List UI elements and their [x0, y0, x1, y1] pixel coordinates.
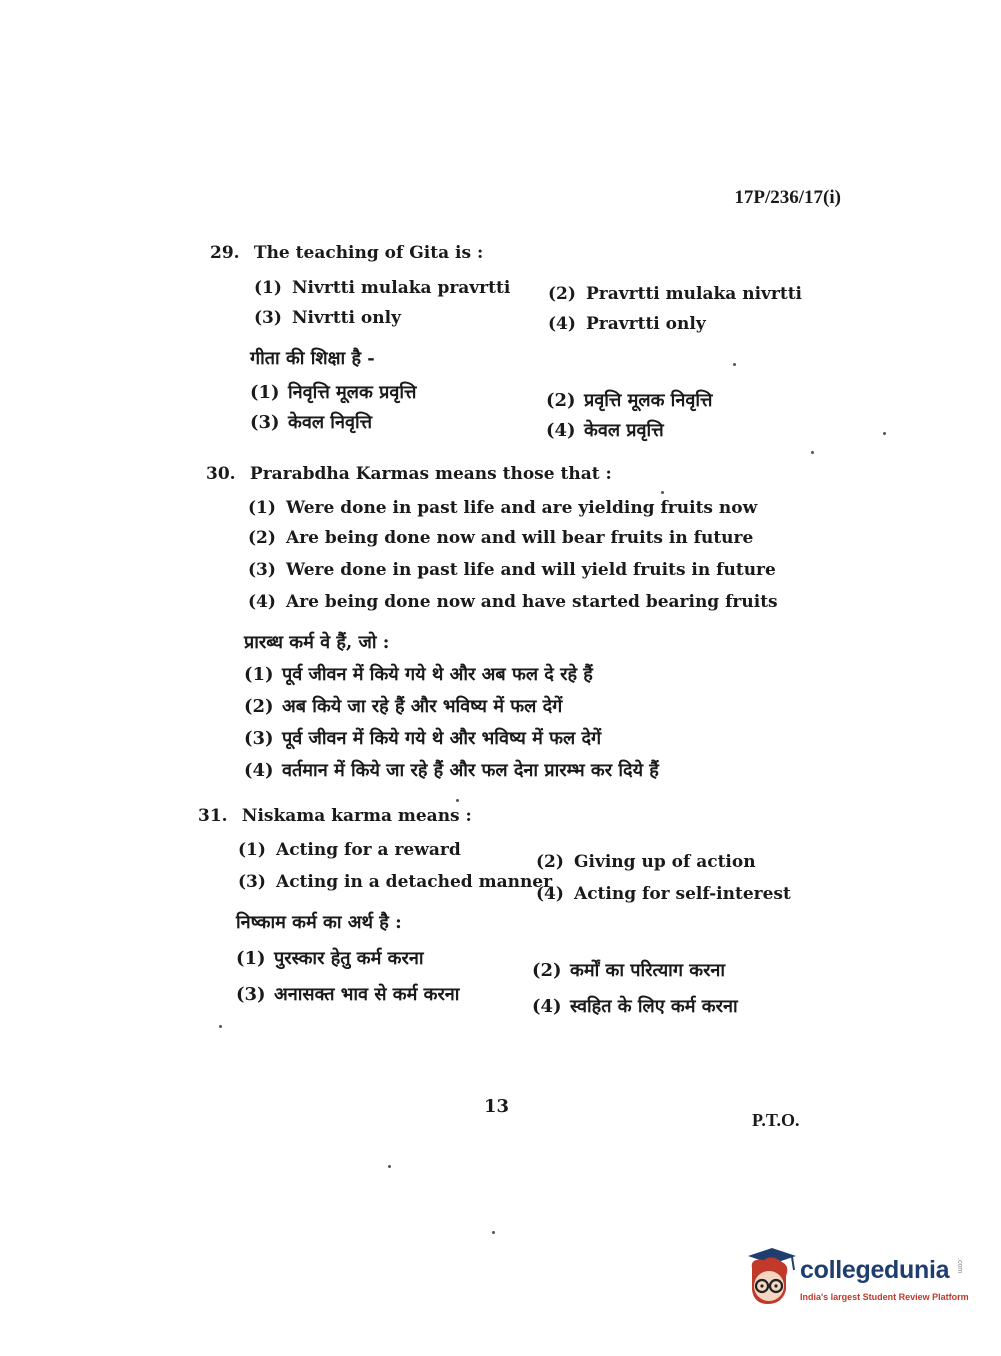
q31-option-1-hi: (1) पुरस्कार हेतु कर्म करना — [236, 948, 424, 969]
brand-tagline: India's largest Student Review Platform — [800, 1292, 969, 1302]
question-30 — [206, 464, 612, 484]
q31-option-2-hi: (2) कर्मों का परित्याग करना — [532, 960, 726, 981]
q29-option-3-hi: (3) केवल निवृत्ति — [250, 412, 373, 433]
q30-option-3-en: (3) Were done in past life and will yield fruits in future — [248, 560, 776, 580]
scan-speck — [219, 1025, 222, 1028]
scan-speck — [388, 1165, 391, 1168]
q31-option-4-en: (4) Acting for self-interest — [536, 884, 791, 904]
question-31-text-hi: निष्काम कर्म का अर्थ है : — [236, 912, 402, 933]
q31-option-3-en: (3) Acting in a detached manner — [238, 872, 553, 892]
q30-option-4-hi: (4) वर्तमान में किये जा रहे हैं और फल देना प्रारम्भ कर दिये हैं — [244, 760, 659, 781]
question-number: 29. — [210, 243, 240, 263]
question-text-en: Niskama karma means : — [241, 806, 472, 826]
q29-option-1-en: (1) Nivrtti mulaka pravrtti — [254, 278, 511, 298]
mascot-icon — [742, 1246, 798, 1310]
q29-option-3-en: (3) Nivrtti only — [254, 308, 401, 328]
q30-option-1-hi: (1) पूर्व जीवन में किये गये थे और अब फल दे रहे हैं — [244, 664, 593, 685]
q30-option-2-hi: (2) अब किये जा रहे हैं और भविष्य में फल देगें — [244, 696, 563, 717]
question-text-en: The teaching of Gita is : — [253, 243, 484, 263]
scan-speck — [733, 363, 736, 366]
q30-option-2-en: (2) Are being done now and will bear fruits in future — [248, 528, 754, 548]
paper-code: 17P/236/17(i) — [734, 187, 841, 208]
q30-option-4-en: (4) Are being done now and have started bearing fruits — [248, 592, 778, 612]
question-29 — [210, 243, 483, 263]
q31-option-1-en: (1) Acting for a reward — [238, 840, 461, 860]
collegedunia-watermark — [742, 1246, 972, 1316]
question-31 — [198, 806, 472, 826]
q31-option-4-hi: (4) स्वहित के लिए कर्म करना — [532, 996, 738, 1017]
question-number: 31. — [198, 806, 228, 826]
q29-option-2-en: (2) Pravrtti mulaka nivrtti — [548, 284, 803, 304]
scan-speck — [661, 491, 664, 494]
q30-option-3-hi: (3) पूर्व जीवन में किये गये थे और भविष्य में फल देगें — [244, 728, 602, 749]
q31-option-2-en: (2) Giving up of action — [536, 852, 756, 872]
brand-name: collegedunia — [800, 1256, 950, 1284]
brand-domain-suffix: .com — [956, 1258, 963, 1274]
page-number: 13 — [484, 1096, 510, 1117]
scan-speck — [811, 451, 814, 454]
question-number: 30. — [206, 464, 236, 484]
q29-option-4-en: (4) Pravrtti only — [548, 314, 706, 334]
scan-speck — [456, 799, 459, 802]
q30-option-1-en: (1) Were done in past life and are yielding fruits now — [248, 498, 758, 518]
question-29-text-hi: गीता की शिक्षा है - — [250, 348, 375, 369]
q29-option-4-hi: (4) केवल प्रवृत्ति — [546, 420, 664, 441]
question-30-text-hi: प्रारब्ध कर्म वे हैं, जो : — [244, 632, 390, 653]
q29-option-1-hi: (1) निवृत्ति मूलक प्रवृत्ति — [250, 382, 417, 403]
scan-speck — [492, 1231, 495, 1234]
scan-speck — [883, 432, 886, 435]
question-text-en: Prarabdha Karmas means those that : — [249, 464, 612, 484]
q31-option-3-hi: (3) अनासक्त भाव से कर्म करना — [236, 984, 460, 1005]
q29-option-2-hi: (2) प्रवृत्ति मूलक निवृत्ति — [546, 390, 713, 411]
pto-label: P.T.O. — [752, 1110, 800, 1130]
